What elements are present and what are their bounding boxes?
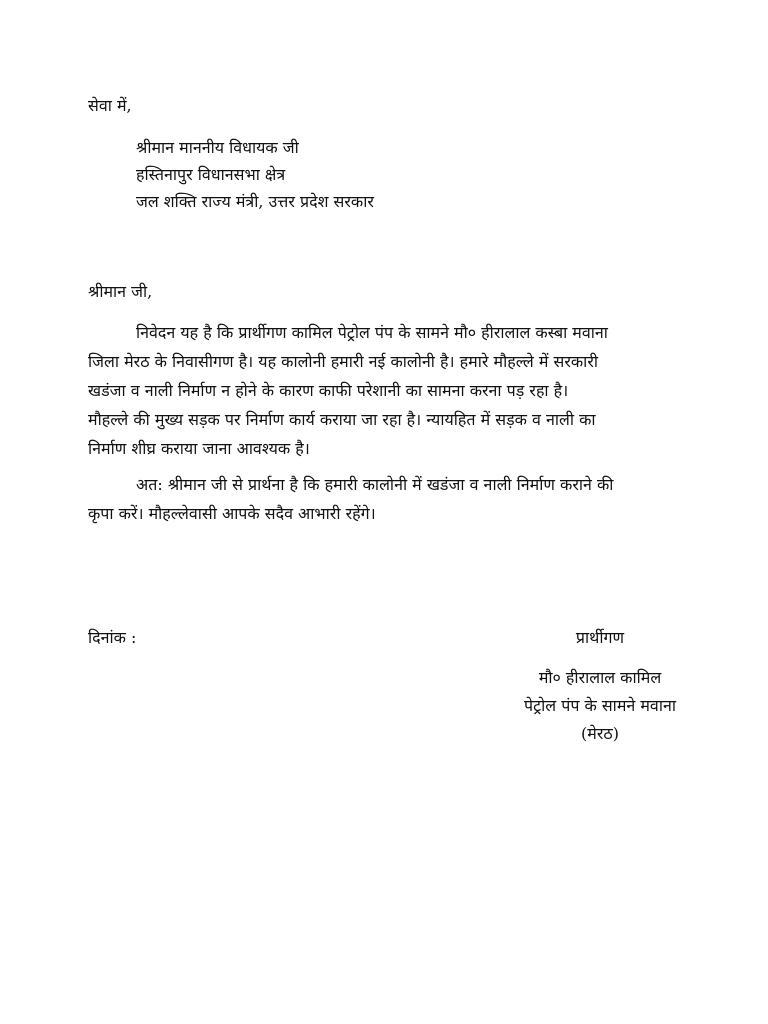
paragraph-line: कृपा करें। मौहल्लेवासी आपके सदैव आभारी रहेंगे। [88, 504, 376, 523]
recipient-line: हस्तिनापुर विधानसभा क्षेत्र [136, 165, 286, 184]
paragraph-line: जिला मेरठ के निवासीगण है। यह कालोनी हमारी नई कालोनी है। हमारे मौहल्ले में सरकारी [88, 352, 599, 371]
paragraph-line: निर्माण शीघ्र कराया जाना आवश्यक है। [88, 439, 310, 458]
greeting: श्रीमान जी, [88, 282, 153, 301]
closing-paragraph [88, 470, 680, 528]
signature-line: (मेरठ) [581, 724, 619, 743]
signature-line: मौ० हीरालाल कामिल [538, 668, 662, 687]
signature-title: प्रार्थीगण [575, 628, 625, 647]
recipient-block [136, 134, 374, 215]
date-label: दिनांक : [88, 628, 137, 647]
paragraph-line: मौहल्ले की मुख्य सड़क पर निर्माण कार्य कराया जा रहा है। न्यायहित में सड़क व नाली का [88, 410, 596, 429]
signature-block [480, 626, 720, 748]
recipient-line: श्रीमान माननीय विधायक जी [136, 138, 299, 157]
salutation: सेवा में, [88, 96, 132, 115]
paragraph-line: अत: श्रीमान जी से प्रार्थना है कि हमारी कालोनी में खडंजा व नाली निर्माण कराने की [136, 475, 614, 494]
signature-line: पेट्रोल पंप के सामने मवाना [524, 696, 676, 715]
recipient-line: जल शक्ति राज्य मंत्री, उत्तर प्रदेश सरकार [136, 192, 374, 211]
paragraph-line: निवेदन यह है कि प्रार्थीगण कामिल पेट्रोल पंप के सामने मौ० हीरालाल कस्बा मवाना [136, 323, 608, 342]
body-paragraph [88, 318, 680, 463]
paragraph-line: खडंजा व नाली निर्माण न होने के कारण काफी परेशानी का सामना करना पड़ रहा है। [88, 381, 569, 400]
